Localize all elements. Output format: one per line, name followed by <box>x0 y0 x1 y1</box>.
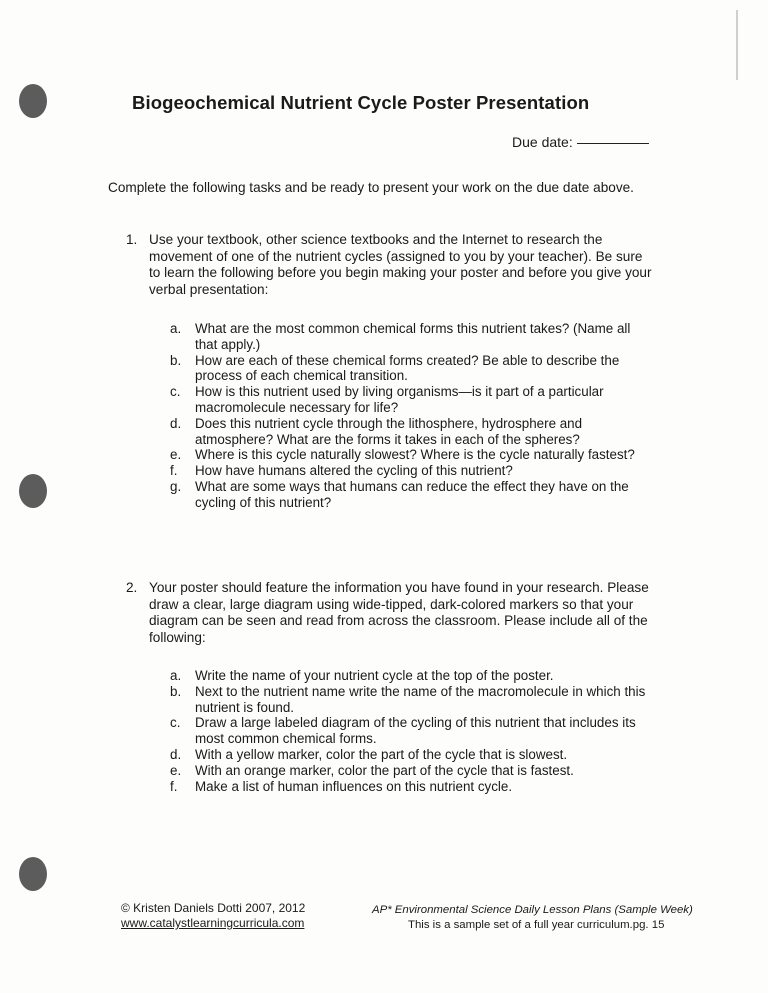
sample-note: This is a sample set of a full year curriculum. <box>408 919 633 931</box>
item-text: Write the name of your nutrient cycle at the top of the poster. <box>195 668 554 683</box>
list-item <box>170 715 650 747</box>
item-letter: d. <box>170 746 182 762</box>
footer-right <box>372 903 693 933</box>
list-item <box>170 479 650 511</box>
item-text: How is this nutrient used by living organisms—is it part of a particular macromolecule necessary for life? <box>195 384 604 415</box>
item-letter: b. <box>170 352 182 368</box>
task-2-number: 2. <box>126 580 138 595</box>
task-1-text: Use your textbook, other science textbooks and the Internet to research the movement of one of the nutrient cycles (assigned to you by your teacher). Be sure to learn the following before you begin making your poster and before you give your verbal presentation: <box>149 232 652 297</box>
list-item <box>170 684 650 716</box>
binder-hole-top <box>19 84 47 118</box>
binder-hole-middle <box>19 474 47 508</box>
list-item <box>170 353 650 385</box>
item-text: How have humans altered the cycling of this nutrient? <box>195 463 513 479</box>
list-item <box>170 763 650 779</box>
task-1-number: 1. <box>126 232 138 247</box>
item-text: What are some ways that humans can reduce the effect they have on the cycling of this nutrient? <box>195 478 629 510</box>
task-1-subitems <box>170 321 650 511</box>
item-letter: e. <box>170 447 182 463</box>
task-2 <box>126 580 656 646</box>
list-item <box>170 463 650 479</box>
binder-hole-bottom <box>19 857 47 891</box>
list-item <box>170 321 650 353</box>
item-text: What are the most common chemical forms this nutrient takes? (Name all that apply.) <box>195 321 631 352</box>
item-text: With an orange marker, color the part of the cycle that is fastest. <box>195 762 574 778</box>
item-letter: a. <box>170 668 182 683</box>
item-letter: c. <box>170 384 181 400</box>
item-letter: d. <box>170 415 182 431</box>
copyright-notice: © Kristen Daniels Dotti 2007, 2012 <box>121 901 306 915</box>
scan-edge-mark <box>736 10 738 80</box>
item-text: Does this nutrient cycle through the lithosphere, hydrosphere and atmosphere? What are the forms it takes in each of the spheres? <box>195 415 583 447</box>
list-item <box>170 747 650 763</box>
item-letter: g. <box>170 478 182 494</box>
item-letter: f. <box>170 463 178 479</box>
item-text: Next to the nutrient name write the name of the macromolecule in which this nutrient is found. <box>195 683 646 715</box>
item-letter: f. <box>170 778 178 794</box>
due-date-label: Due date: <box>512 134 573 150</box>
sample-note-line <box>372 918 693 933</box>
due-date-blank <box>577 143 649 144</box>
list-item <box>170 668 650 684</box>
item-text: With a yellow marker, color the part of the cycle that is slowest. <box>195 746 568 762</box>
item-text: How are each of these chemical forms created? Be able to describe the process of each chemical transition. <box>195 352 620 384</box>
list-item <box>170 384 650 416</box>
page-title: Biogeochemical Nutrient Cycle Poster Presentation <box>132 92 590 113</box>
list-item <box>170 779 650 795</box>
item-letter: c. <box>170 715 181 731</box>
task-2-text: Your poster should feature the information you have found in your research. Please draw a clear, large diagram using wide-tipped, dark-colored markers so that your diagram can be seen and read from across the classroom. Please include all of the following: <box>149 580 649 645</box>
item-letter: b. <box>170 683 182 699</box>
page-number: pg. 15 <box>632 919 665 931</box>
item-text: Where is this cycle naturally slowest? Where is the cycle naturally fastest? <box>195 447 635 463</box>
course-title: AP* Environmental Science Daily Lesson Plans (Sample Week) <box>372 904 693 916</box>
footer-left <box>121 901 305 931</box>
due-date-line <box>512 134 649 150</box>
item-letter: e. <box>170 762 182 778</box>
list-item <box>170 416 650 448</box>
website-link[interactable]: www.catalystlearningcurricula.com <box>121 916 305 930</box>
item-text: Draw a large labeled diagram of the cycling of this nutrient that includes its most common chemical forms. <box>195 715 636 747</box>
item-text: Make a list of human influences on this nutrient cycle. <box>195 778 513 794</box>
item-letter: a. <box>170 321 182 336</box>
list-item <box>170 447 650 463</box>
intro-text: Complete the following tasks and be ready to present your work on the due date above. <box>108 180 634 195</box>
task-1 <box>126 232 656 298</box>
task-2-subitems <box>170 668 650 794</box>
